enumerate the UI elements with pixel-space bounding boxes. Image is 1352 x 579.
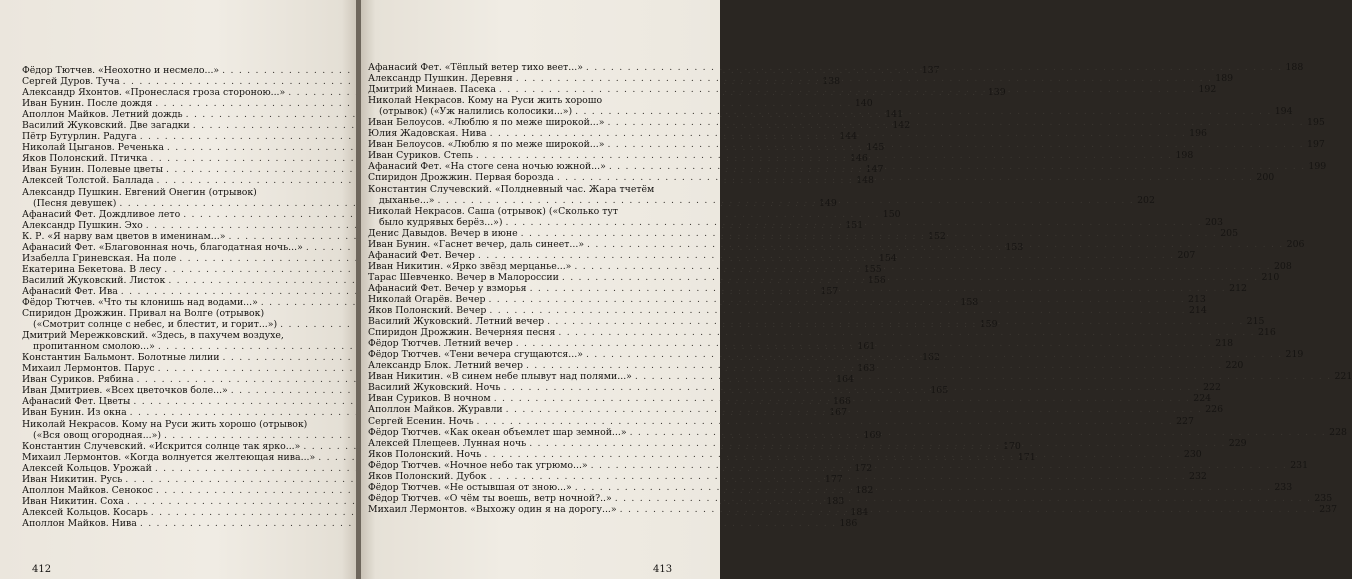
toc-entry-page: 183 <box>826 495 845 507</box>
toc-entry-page: 233 <box>1274 481 1293 493</box>
toc-entry-title: Спиридон Дрожжин. Привал на Волге (отрывок) <box>22 308 265 320</box>
toc-entry-title: Александр Пушкин. Деревня <box>368 73 513 85</box>
toc-entry-page: 197 <box>1307 139 1325 151</box>
dot-leader <box>574 261 1270 272</box>
toc-entry-page: 198 <box>1175 150 1194 162</box>
toc-entry-page: 208 <box>1273 260 1292 272</box>
toc-entry-page: 192 <box>1198 84 1217 96</box>
toc-entry-page: 149 <box>818 197 837 209</box>
dot-leader <box>477 416 1173 427</box>
toc-entry-title-continued: пропитанном смолою...» <box>33 341 155 353</box>
toc-entry-title: Алексей Кольцов. Урожай <box>22 462 152 474</box>
toc-entry-title: Николай Цыганов. Реченька <box>22 142 164 154</box>
toc-entry-page: 165 <box>930 385 949 397</box>
toc-entry-title: Афанасий Фет. Цветы <box>22 396 131 408</box>
toc-entry-page: 144 <box>839 131 858 143</box>
toc-entry-title: Яков Полонский. Ночь <box>368 448 482 460</box>
toc-entry-page: 226 <box>1205 404 1224 416</box>
dot-leader <box>530 283 1226 294</box>
toc-entry-title: Иван Никитин. Русь <box>22 473 123 485</box>
toc-entry-title: Михаил Лермонтов. «Выхожу один я на дорогу...» <box>368 503 617 515</box>
toc-entry-title-continued: было кудрявых берёз...») <box>379 216 503 228</box>
dot-leader <box>438 195 1134 206</box>
dot-leader <box>506 404 1202 415</box>
dot-leader <box>615 493 1311 504</box>
toc-entry-page: 205 <box>1220 227 1239 239</box>
toc-entry-title: Афанасий Фет. «Тёплый ветер тихо веет...» <box>368 62 583 73</box>
toc-entry-page: 154 <box>878 252 897 264</box>
toc-entry-title: Сергей Есенин. Ночь <box>368 415 474 427</box>
toc-entry-title: Тарас Шевченко. Вечер в Малороссии <box>368 271 559 283</box>
toc-entry-title: Аполлон Майков. Нива <box>22 517 137 529</box>
toc-entry-title: Иван Суриков. Степь <box>368 150 473 162</box>
toc-entry-title: Фёдор Тютчев. «Тени вечера сгущаются...» <box>368 349 583 361</box>
toc-entry-page: 177 <box>824 473 843 485</box>
dot-leader <box>586 62 1282 73</box>
toc-entry-title: Афанасий Фет. Вечер у взморья <box>368 282 527 294</box>
toc-entry-title-continued: дыханье...» <box>379 194 435 206</box>
toc-entry-title: Алексей Плещеев. Лунная ночь <box>368 437 527 449</box>
toc-entry-page: 221 <box>1334 371 1352 383</box>
toc-entry-page: 202 <box>1137 194 1155 206</box>
toc-entry-title: Иван Никитин. «Ярко звёзд мерцанье...» <box>368 260 572 272</box>
toc-entry-page: 139 <box>987 87 1006 99</box>
dot-leader <box>476 150 1172 161</box>
dot-leader <box>575 106 1271 117</box>
toc-entry-page: 216 <box>1257 327 1276 339</box>
dot-leader <box>562 272 1258 283</box>
toc-entry-page: 229 <box>1228 437 1247 449</box>
toc-entry-page: 200 <box>1256 172 1275 184</box>
toc-entry-title: Александр Пушкин. Эхо <box>22 219 143 231</box>
toc-entry-title: Василий Жуковский. Летний вечер <box>368 316 545 328</box>
toc-entry-title: Фёдор Тютчев. «Ночное небо так угрюмо...» <box>368 459 588 471</box>
toc-entry-title: Михаил Лермонтов. Парус <box>22 363 155 375</box>
toc-entry-page: 220 <box>1225 360 1244 372</box>
toc-entry-title: Дмитрий Мережковский. «Здесь, в пахучем воздухе, <box>22 330 284 342</box>
toc-entry-title: Александр Пушкин. Евгений Онегин (отрывок) <box>22 186 257 198</box>
toc-entry-page: 232 <box>1189 470 1207 482</box>
dot-leader <box>516 338 1212 349</box>
toc-entry-page: 137 <box>921 65 940 76</box>
toc-entry-title: Иван Бунин. «Гаснет вечер, даль синеет...» <box>368 238 585 250</box>
toc-entry-title: Пётр Бутурлин. Радуга <box>22 131 137 143</box>
toc-entry-title: К. Р. «Я нарву вам цветов в именинам...» <box>22 230 226 242</box>
toc-entry-page: 215 <box>1246 316 1265 328</box>
dot-leader <box>494 393 1190 404</box>
toc-entry-page: 203 <box>1205 216 1223 228</box>
toc-entry-page: 163 <box>857 363 876 375</box>
toc-entry-title: Фёдор Тютчев. «Как океан объемлет шар земной...» <box>368 426 627 438</box>
toc-entry-title: Константин Бальмонт. Болотные лилии <box>22 352 220 364</box>
dot-leader <box>620 504 1316 515</box>
toc-entry-page: 172 <box>854 462 873 474</box>
toc-entry-page: 224 <box>1193 393 1212 405</box>
toc-entry-page: 184 <box>850 506 869 518</box>
toc-entry-title: Денис Давыдов. Вечер в июне <box>368 227 518 239</box>
toc-entry-title: Михаил Лермонтов. «Когда волнуется желтеющая нива...» <box>22 451 316 463</box>
toc-entry-title: Аполлон Майков. Летний дождь <box>22 109 183 121</box>
toc-entry-page: 218 <box>1215 338 1234 350</box>
toc-entry-title: Николай Некрасов. Саша (отрывок) («Сколько тут <box>368 205 619 217</box>
toc-entry-page: 145 <box>866 142 885 154</box>
toc-entry-page: 235 <box>1314 492 1333 504</box>
toc-entry-title: Юлия Жадовская. Нива <box>368 128 487 140</box>
dot-leader <box>484 449 1180 460</box>
toc-entry-title: Аполлон Майков. Журавли <box>368 404 503 416</box>
toc-entry-title: Николай Огарёв. Вечер <box>368 293 486 305</box>
toc-entry-title: Иван Суриков. Рябина <box>22 374 134 386</box>
toc-entry-title: Фёдор Тютчев. «О чём ты воешь, ветр ночной?..» <box>368 492 612 504</box>
toc-entry-title: Сергей Дуров. Туча <box>22 76 120 88</box>
dot-leader <box>547 316 1243 327</box>
toc-entry-title: Аполлон Майков. Сенокос <box>22 484 153 496</box>
toc-entry-title: Яков Полонский. Вечер <box>368 305 487 317</box>
toc-entry-page: 170 <box>1002 440 1021 452</box>
dot-leader <box>478 250 1174 261</box>
toc-entry-title: Иван Бунин. Полевые цветы <box>22 164 164 176</box>
right-page-number: 413 <box>653 564 673 575</box>
toc-entry-title: Фёдор Тютчев. «Что ты клонишь над водами...» <box>22 296 258 308</box>
dot-leader <box>490 128 1186 139</box>
toc-entry-title: Афанасий Фет. Дождливое лето <box>22 208 181 220</box>
toc-entry-title-continued: (отрывок) («Уж налились колосики...») <box>379 106 573 118</box>
toc-entry-title: Спиридон Дрожжин. Первая борозда <box>368 172 554 184</box>
dot-leader <box>607 117 1303 128</box>
dot-leader <box>591 460 1287 471</box>
toc-entry-page: 186 <box>839 517 858 529</box>
toc-entry-title: Афанасий Фет. Вечер <box>368 249 475 261</box>
toc-entry-title: Фёдор Тютчев. «Неохотно и несмело...» <box>22 65 220 76</box>
toc-entry-page: 153 <box>1005 241 1024 253</box>
toc-entry-page: 159 <box>979 319 998 331</box>
toc-entry-page: 227 <box>1176 415 1194 427</box>
toc-entry-page: 228 <box>1329 426 1347 438</box>
toc-entry-title: Александр Блок. Летний вечер <box>368 360 523 372</box>
toc-entry-title: Василий Жуковский. Две загадки <box>22 120 190 132</box>
dot-leader <box>489 305 1185 316</box>
toc-entry-title: Спиридон Дрожжин. Вечерняя песня <box>368 327 556 339</box>
toc-entry-page: 166 <box>832 396 851 408</box>
toc-entry-page: 140 <box>854 98 873 110</box>
toc-entry-page: 142 <box>892 120 911 132</box>
toc-entry-title: Афанасий Фет. Ива <box>22 285 118 297</box>
toc-entry-page: 151 <box>845 219 864 231</box>
toc-entry-title: Дмитрий Минаев. Пасека <box>368 84 496 96</box>
toc-entry-title-continued: («Вся овощ огородная...») <box>33 429 161 441</box>
toc-entry-page: 182 <box>855 484 874 496</box>
toc-entry-page: 161 <box>857 341 876 353</box>
toc-entry-title: Изабелла Гриневская. На поле <box>22 252 177 264</box>
dot-leader <box>489 471 1185 482</box>
toc-entry-page: 194 <box>1274 106 1293 118</box>
toc-entry-page: 231 <box>1290 459 1309 471</box>
dot-leader <box>635 371 1331 382</box>
toc-entry-page: 157 <box>820 285 839 297</box>
dot-leader <box>557 172 1253 183</box>
toc-entry-title: Афанасий Фет. «Благовонная ночь, благодатная ночь...» <box>22 241 303 253</box>
toc-entry-page: 155 <box>863 263 882 275</box>
toc-entry-page: 141 <box>885 109 904 121</box>
toc-entry-page: 210 <box>1261 271 1280 283</box>
toc-entry-title: Алексей Толстой. Баллада <box>22 175 154 187</box>
dot-leader <box>607 139 1303 150</box>
toc-entry-page: 150 <box>882 208 901 220</box>
dot-leader <box>521 228 1217 239</box>
toc-entry-page: 147 <box>865 164 884 176</box>
dot-leader <box>516 73 1212 84</box>
toc-entry-title: Василий Жуковский. Ночь <box>368 382 501 394</box>
toc-entry-title: Иван Дмитриев. «Всех цветочков боле...» <box>22 385 228 397</box>
toc-entry-page: 230 <box>1183 448 1202 460</box>
toc-entry-page: 169 <box>863 429 882 441</box>
toc-entry-page: 152 <box>928 230 946 242</box>
toc-entry-title: Василий Жуковский. Листок <box>22 274 166 286</box>
toc-entry-title: Константин Случевский. «Полдневный час. Жара тчетём <box>368 183 655 195</box>
toc-entry-page: 195 <box>1307 117 1325 129</box>
toc-entry-title: Фёдор Тютчев. Летний вечер <box>368 338 513 350</box>
dot-leader <box>506 217 1202 228</box>
toc-entry-title-continued: (Песня девушек) <box>33 197 117 209</box>
toc-entry-title-continued: («Смотрит солнце с небес, и блестит, и горит...») <box>33 319 278 331</box>
dot-leader <box>586 349 1282 360</box>
dot-leader <box>526 360 1222 371</box>
toc-entry-title: Екатерина Бекетова. В лесу <box>22 263 162 275</box>
dot-leader <box>609 161 1305 172</box>
dot-leader <box>575 482 1271 493</box>
toc-entry-page: 162 <box>922 352 940 364</box>
toc-entry-title: Яков Полонский. Дубок <box>368 470 487 482</box>
toc-entry-page: 156 <box>867 274 886 286</box>
toc-entry-title: Николай Некрасов. Кому на Руси жить хорошо <box>368 95 603 107</box>
toc-entry-page: 207 <box>1177 249 1196 261</box>
toc-entry-page: 146 <box>849 153 868 165</box>
toc-entry-page: 214 <box>1188 305 1207 317</box>
toc-entry-page: 237 <box>1319 503 1338 515</box>
toc-entry-page: 212 <box>1229 282 1247 294</box>
toc-entry-page: 148 <box>856 175 874 187</box>
toc-entry-page: 171 <box>1017 451 1036 463</box>
toc-entry-page: 189 <box>1215 73 1234 85</box>
dot-leader <box>504 382 1200 393</box>
toc-entry <box>368 305 1207 317</box>
toc-entry-title: Константин Случевский. «Искрится солнце так ярко...» <box>22 440 301 452</box>
dot-leader <box>630 427 1326 438</box>
dot-leader <box>529 438 1225 449</box>
toc-entry-title: Яков Полонский. Птичка <box>22 153 148 165</box>
toc-entry-page: 188 <box>1285 62 1304 73</box>
toc-entry-title: Иван Бунин. Из окна <box>22 407 127 419</box>
dot-leader <box>587 239 1283 250</box>
toc-entry-page: 222 <box>1203 382 1221 394</box>
toc-entry <box>368 327 1276 339</box>
toc-entry <box>368 415 1194 427</box>
dot-leader <box>558 327 1254 338</box>
toc-entry-title: Николай Некрасов. Кому на Руси жить хорошо (отрывок) <box>22 418 308 430</box>
toc-entry-title: Иван Никитин. Соха <box>22 495 124 507</box>
left-page-number: 412 <box>32 564 52 575</box>
toc-entry-page: 213 <box>1188 293 1206 305</box>
toc-entry <box>22 517 858 529</box>
toc-entry-title: Афанасий Фет. «На стоге сена ночью южной...» <box>368 161 606 173</box>
toc-entry-page: 164 <box>836 374 854 386</box>
toc-entry-page: 196 <box>1189 128 1207 140</box>
toc-entry-page: 167 <box>829 407 848 419</box>
toc-entry-title: Иван Суриков. В ночном <box>368 393 491 405</box>
toc-entry-title: Александр Яхонтов. «Пронеслася гроза стороною...» <box>22 87 286 99</box>
toc-entry-page: 158 <box>960 296 979 308</box>
toc-entry-title: Иван Белоусов. «Люблю я по меже широкой...» <box>368 139 605 151</box>
toc-entry-page: 219 <box>1285 349 1304 361</box>
toc-entry-page: 199 <box>1308 161 1327 173</box>
dot-leader <box>499 84 1195 95</box>
toc-entry-title: Иван Никитин. «В синем небе плывут над полями...» <box>368 371 632 383</box>
toc-entry-title: Иван Бунин. После дождя <box>22 98 153 110</box>
toc-entry-title: Алексей Кольцов. Косарь <box>22 506 148 518</box>
toc-entry-title: Фёдор Тютчев. «Не остывшая от зною...» <box>368 481 572 493</box>
dot-leader <box>488 294 1184 305</box>
toc-entry-title: Иван Белоусов. «Люблю я по меже широкой...» <box>368 117 605 129</box>
toc-entry-page: 138 <box>822 76 841 88</box>
toc-entry-page: 206 <box>1286 238 1305 250</box>
